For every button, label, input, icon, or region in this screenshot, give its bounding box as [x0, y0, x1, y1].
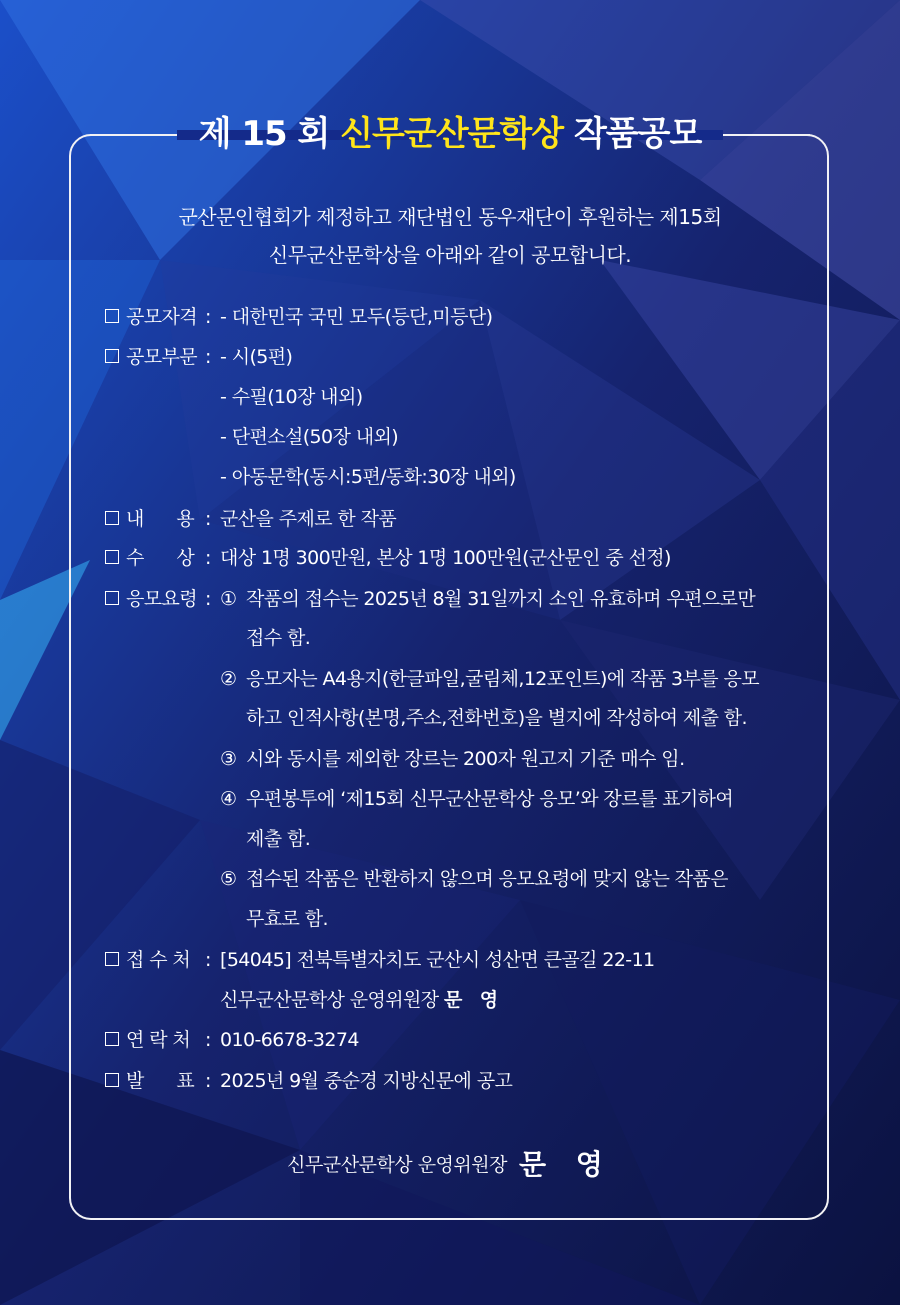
guideline-number: ④ — [220, 788, 237, 810]
label-content: 내 용 — [126, 508, 195, 530]
guideline-text: 우편봉투에 ‘제15회 신무군산문학상 응모’와 장르를 표기하여 — [246, 788, 734, 810]
receipt-title: 신무군산문학상 운영위원장 — [220, 989, 444, 1011]
guideline-text: 시와 동시를 제외한 장르는 200자 원고지 기준 매수 임. — [246, 748, 685, 770]
checkbox-square-icon — [105, 1032, 119, 1046]
label-receipt: 접 수 처 — [126, 949, 191, 971]
category-item: - 수필(10장 내외) — [220, 386, 363, 408]
poster-title — [0, 106, 900, 155]
intro-line-1: 군산문인협회가 제정하고 재단법인 동우재단이 후원하는 제15회 — [178, 205, 722, 229]
label-contact: 연 락 처 — [126, 1029, 191, 1051]
title-rule — [723, 134, 810, 136]
label-qualification: 공모자격 — [126, 306, 198, 328]
guideline-text: 작품의 접수는 2025년 8월 31일까지 소인 유효하며 우편으로만 — [246, 588, 756, 610]
guideline-text: 접수 함. — [246, 627, 311, 649]
checkbox-square-icon — [105, 550, 119, 564]
guideline-text: 제출 함. — [246, 828, 311, 850]
receipt-name: 문 영 — [443, 989, 498, 1011]
category-item: - 아동문학(동시:5편/동화:30장 내외) — [220, 466, 516, 488]
intro-line-2: 신무군산문학상을 아래와 같이 공모합니다. — [268, 243, 632, 267]
guideline-number: ② — [220, 668, 237, 690]
title-rule — [90, 134, 177, 136]
intro-text — [0, 198, 900, 274]
guideline-number: ③ — [220, 748, 237, 770]
label-announce: 발 표 — [126, 1070, 195, 1092]
checkbox-square-icon — [105, 591, 119, 605]
guideline-text: 접수된 작품은 반환하지 않으며 응모요령에 맞지 않는 작품은 — [246, 868, 728, 890]
guideline-text: 하고 인적사항(본명,주소,전화번호)을 별지에 작성하여 제출 함. — [246, 707, 747, 729]
label-categories: 공모부문 — [126, 346, 198, 368]
checkbox-square-icon — [105, 1073, 119, 1087]
label-guidelines: 응모요령 — [126, 588, 198, 610]
value-qualification: - 대한민국 국민 모두(등단,미등단) — [220, 306, 493, 328]
guideline-text: 무효로 함. — [246, 908, 328, 930]
signature-name: 문 영 — [518, 1148, 613, 1181]
signature-title: 신무군산문학상 운영위원장 — [287, 1154, 507, 1176]
checkbox-square-icon — [105, 309, 119, 323]
title-prefix: 제 15 회 — [198, 114, 341, 154]
title-suffix: 작품공모 — [563, 114, 702, 154]
category-item: - 단편소설(50장 내외) — [220, 426, 399, 448]
value-content: 군산을 주제로 한 작품 — [220, 508, 397, 530]
guideline-number: ⑤ — [220, 868, 237, 890]
checkbox-square-icon — [105, 952, 119, 966]
checkbox-square-icon — [105, 349, 119, 363]
checkbox-square-icon — [105, 511, 119, 525]
value-contact: 010-6678-3274 — [220, 1029, 359, 1051]
value-award: 대상 1명 300만원, 본상 1명 100만원(군산문인 중 선정) — [220, 547, 671, 569]
label-award: 수 상 — [126, 547, 195, 569]
signature — [0, 1143, 900, 1183]
guideline-text: 응모자는 A4용지(한글파일,굴림체,12포인트)에 작품 3부를 응모 — [246, 668, 759, 690]
value-announce: 2025년 9월 중순경 지방신문에 공고 — [220, 1070, 513, 1092]
guideline-number: ① — [220, 588, 237, 610]
value-receipt-address: [54045] 전북특별자치도 군산시 성산면 큰골길 22-11 — [220, 949, 655, 971]
title-highlight: 신무군산문학상 — [340, 114, 564, 154]
category-item: - 시(5편) — [220, 346, 293, 368]
